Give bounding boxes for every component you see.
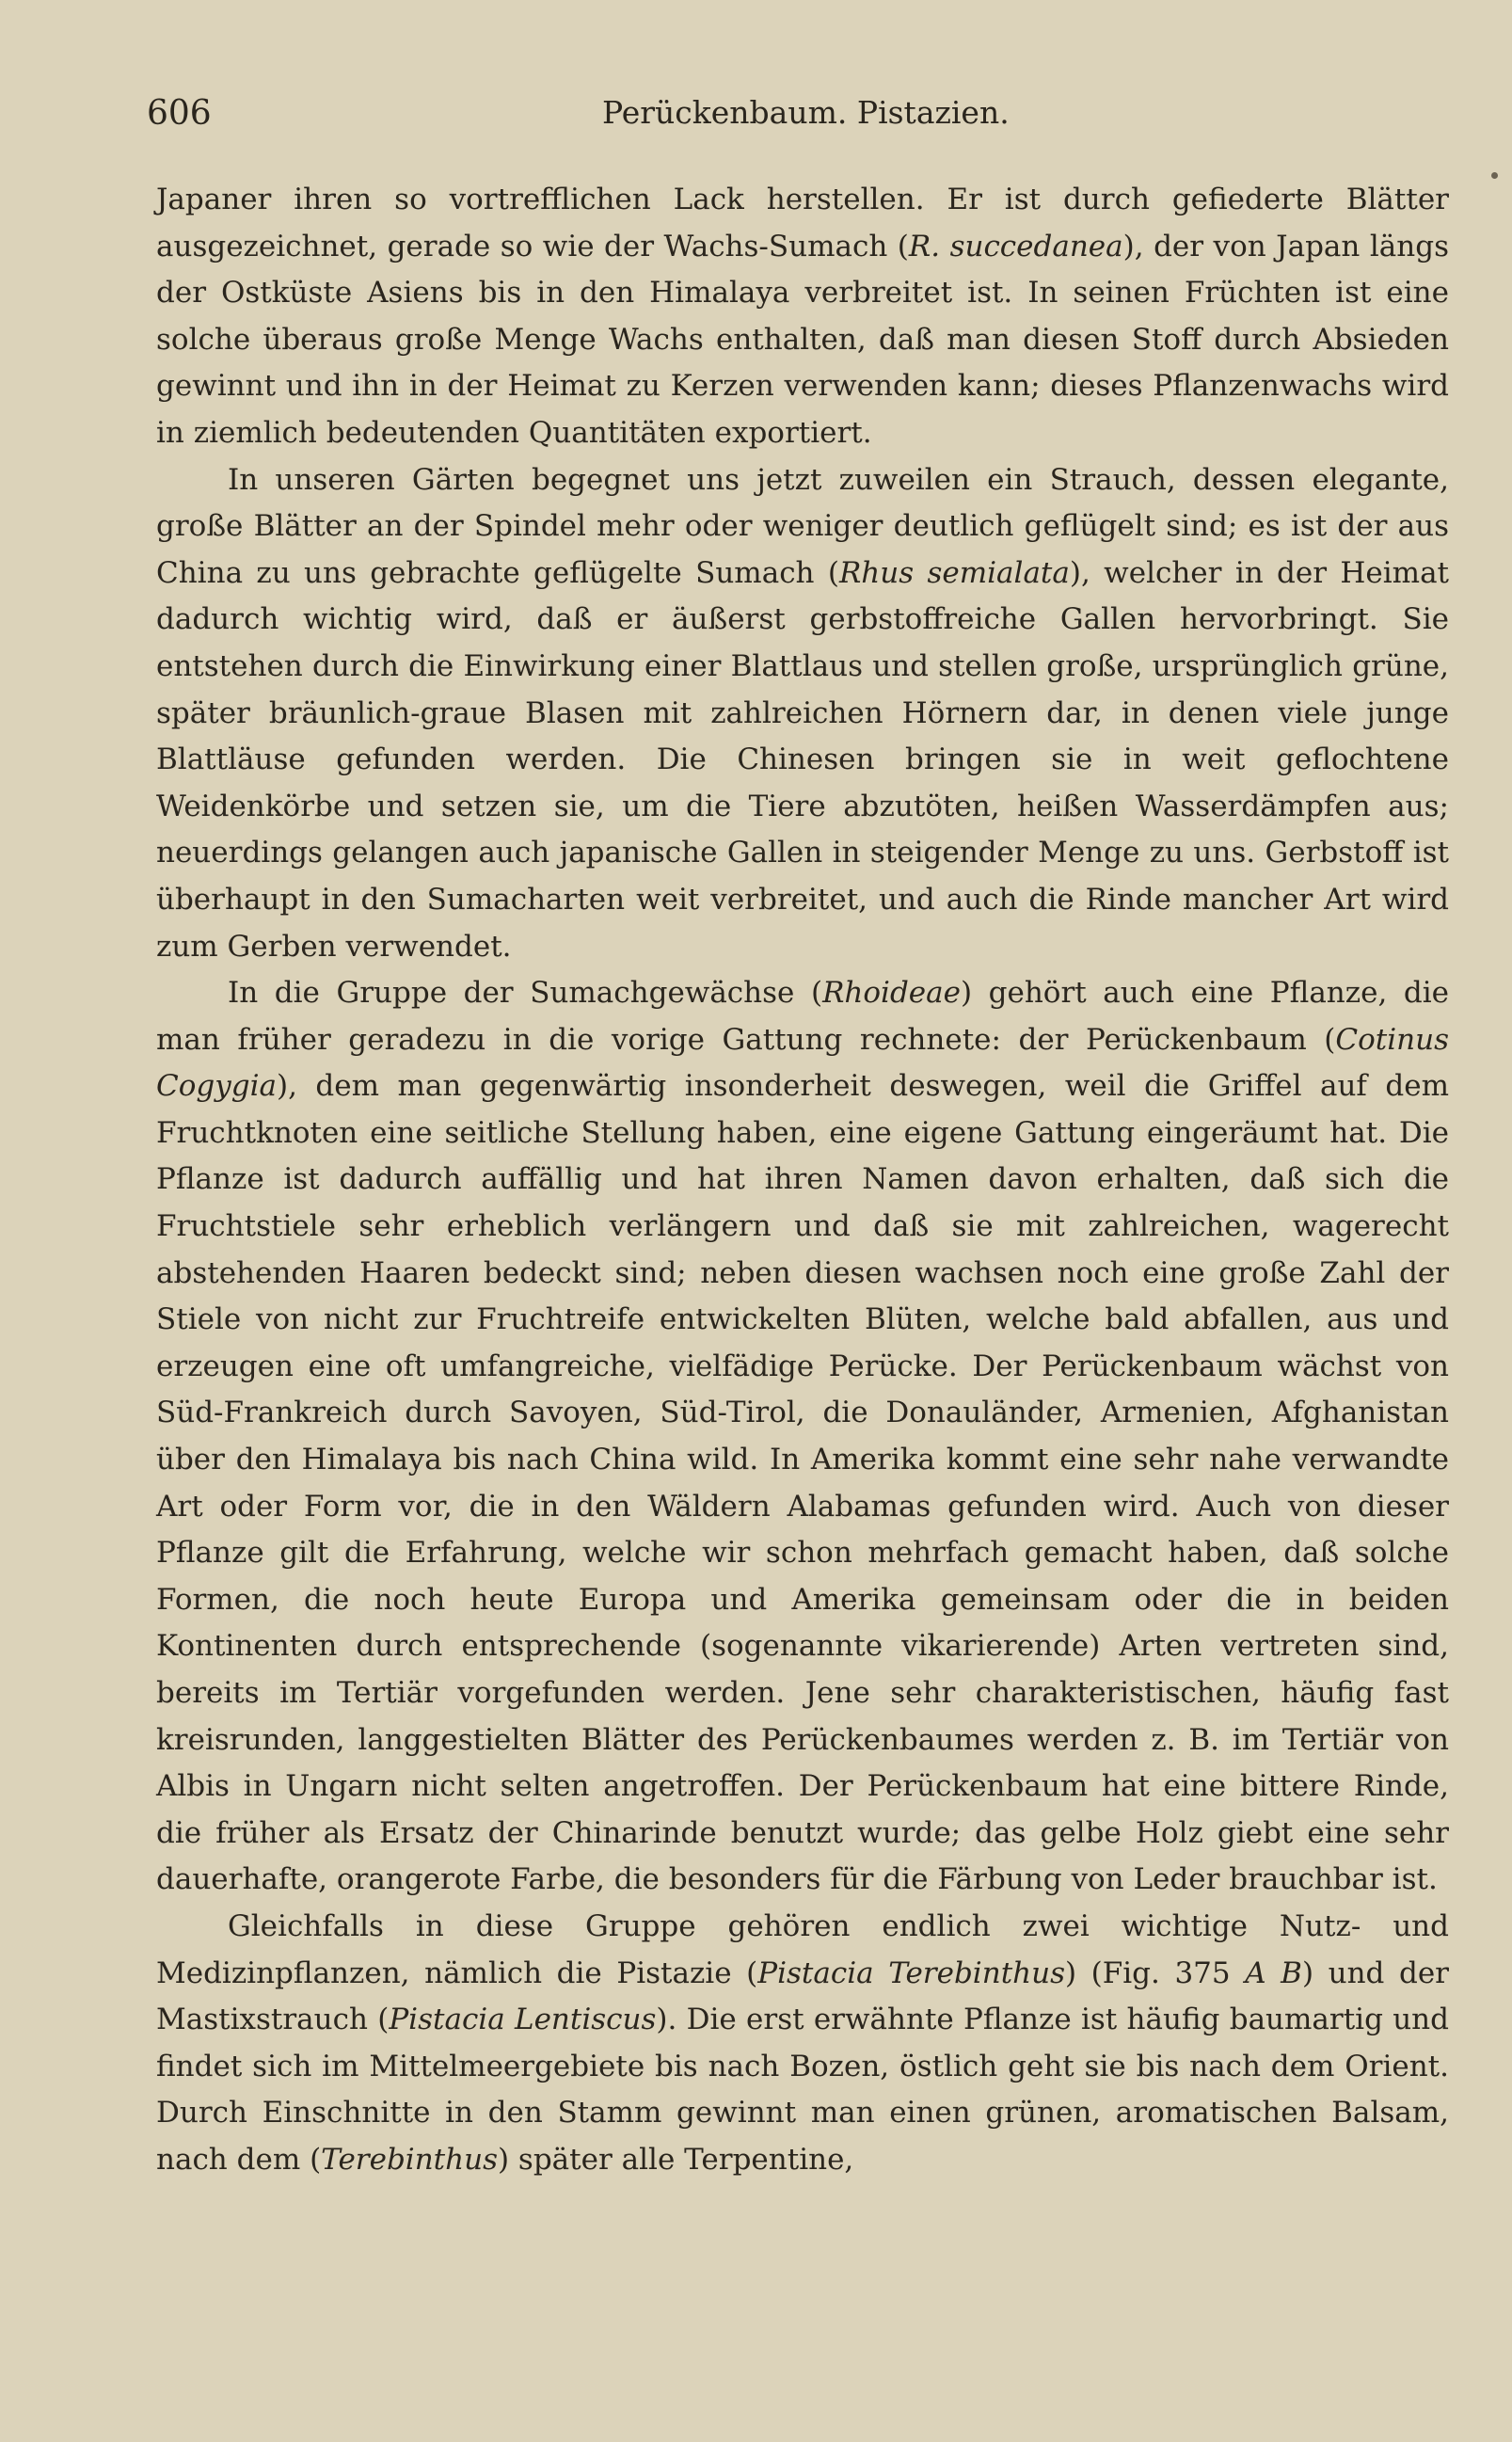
species-name: Pistacia Lentiscus xyxy=(389,2003,657,2037)
text-run: ), der von Japan längs der Ostküste Asiens bis in den Himalaya verbreitet ist. In seinen Früchten ist eine solche überaus große Menge Wachs enthalten, daß man diesen Stoff durch Absieden gewinnt und ihn in der Heimat zu Kerzen verwenden kann; dieses Pflanzenwachs wird in ziemlich bedeutenden Quantitäten exportiert. xyxy=(156,229,1449,450)
text-run: ). Die erst erwähnte Pflanze ist häufig baumartig und findet sich im Mittelmeergebiete bis nach Bozen, östlich geht sie bis nach dem Orient. Durch Einschnitte in den Stamm gewinnt man einen grünen, aromatischen Balsam, nach dem ( xyxy=(156,2003,1449,2177)
body-text xyxy=(156,177,1449,2184)
paragraph xyxy=(156,1904,1449,2184)
species-name: Pistacia Terebinthus xyxy=(757,1955,1065,1990)
text-run: Japaner ihren so vortrefflichen Lack herstellen. Er ist durch gefiederte Blätter ausgezeichnet, gerade so wie der Wachs-Sumach ( xyxy=(156,183,1449,263)
text-run: ) (Fig. 375 xyxy=(1065,1955,1246,1990)
paragraph xyxy=(156,970,1449,1904)
figure-reference: A B xyxy=(1245,1955,1302,1990)
text-run: ) später alle Terpentine, xyxy=(497,2142,854,2177)
text-run: ), dem man gegenwärtig insonderheit deswegen, weil die Griffel auf dem Fruchtknoten eine seitliche Stellung haben, eine eigene Gattung eingeräumt hat. Die Pflanze ist dadurch auffällig und hat ihren Namen davon erhalten, daß sich die Fruchtstiele sehr erheblich verlängern und daß sie mit zahlreichen, wagerecht abstehenden Haaren bedeckt sind; neben diesen wachsen noch eine große Zahl der Stiele von nicht zur Fruchtreife entwickelten Blüten, welche bald abfallen, aus und erzeugen eine oft umfangreiche, vielfädige Perücke. Der Perückenbaum wächst von Süd-Frankreich durch Savoyen, Süd-Tirol, die Donauländer, Armenien, Afghanistan über den Himalaya bis nach China wild. In Amerika kommt eine sehr nahe verwandte Art oder Form vor, die in den Wäldern Alabamas gefunden wird. Auch von dieser Pflanze gilt die Erfahrung, welche wir schon mehrfach gemacht haben, daß solche Formen, die noch heute Europa und Amerika gemeinsam oder die in beiden Kontinenten durch entsprechende (sogenannte vikarierende) Arten vertreten sind, bereits im Tertiär vorgefunden werden. Jene sehr charakteristischen, häufig fast kreisrunden, langgestielten Blätter des Perückenbaumes werden z. B. im Tertiär von Albis in Ungarn nicht selten angetroffen. Der Perückenbaum hat eine bittere Rinde, die früher als Ersatz der Chinarinde benutzt wurde; das gelbe Holz giebt eine sehr dauerhafte, orangerote Farbe, die besonders für die Färbung von Leder brauchbar ist. xyxy=(156,1069,1449,1897)
species-name: Terebinthus xyxy=(321,2142,498,2177)
text-run: ), welcher in der Heimat dadurch wichtig wird, daß er äußerst gerbstoffreiche Gallen hervorbringt. Sie entstehen durch die Einwirkung einer Blattlaus und stellen große, ursprünglich grüne, später bräunlich-graue Blasen mit zahlreichen Hörnern dar, in denen viele junge Blattläuse gefunden werden. Die Chinesen bringen sie in weit geflochtene Weidenkörbe und setzen sie, um die Tiere abzutöten, heißen Wasserdämpfen aus; neuerdings gelangen auch japanische Gallen in steigender Menge zu uns. Gerbstoff ist überhaupt in den Sumacharten weit verbreitet, und auch die Rinde mancher Art wird zum Gerben verwendet. xyxy=(156,555,1450,964)
species-name: Rhus semialata xyxy=(838,555,1070,590)
species-name: Cotinus Cogygia xyxy=(156,1022,1449,1104)
text-run: In unseren Gärten begegnet uns jetzt zuweilen ein Strauch, dessen elegante, große Blätter an der Spindel mehr oder weniger deutlich geflügelt sind; es ist der aus China zu uns gebrachte geflügelte Sumach ( xyxy=(156,462,1449,590)
text-run: ) gehört auch eine Pflanze, die man früher geradezu in die vorige Gattung rechnete: der Perückenbaum ( xyxy=(156,976,1449,1057)
paragraph xyxy=(156,457,1449,971)
text-run: In die Gruppe der Sumachgewächse ( xyxy=(228,976,823,1011)
text-run: Gleichfalls in diese Gruppe gehören endlich zwei wichtige Nutz- und Medizinpflanzen, nämlich die Pistazie ( xyxy=(156,1908,1449,1990)
text-run: ) und der Mastixstrauch ( xyxy=(156,1955,1449,2037)
margin-mark xyxy=(1491,172,1498,179)
page-number: 606 xyxy=(147,94,212,133)
species-name: Rhoideae xyxy=(822,976,961,1011)
running-head: Perückenbaum. Pistazien. xyxy=(602,94,1010,131)
paragraph-continued xyxy=(156,177,1449,457)
species-name: R. succedanea xyxy=(908,229,1123,263)
